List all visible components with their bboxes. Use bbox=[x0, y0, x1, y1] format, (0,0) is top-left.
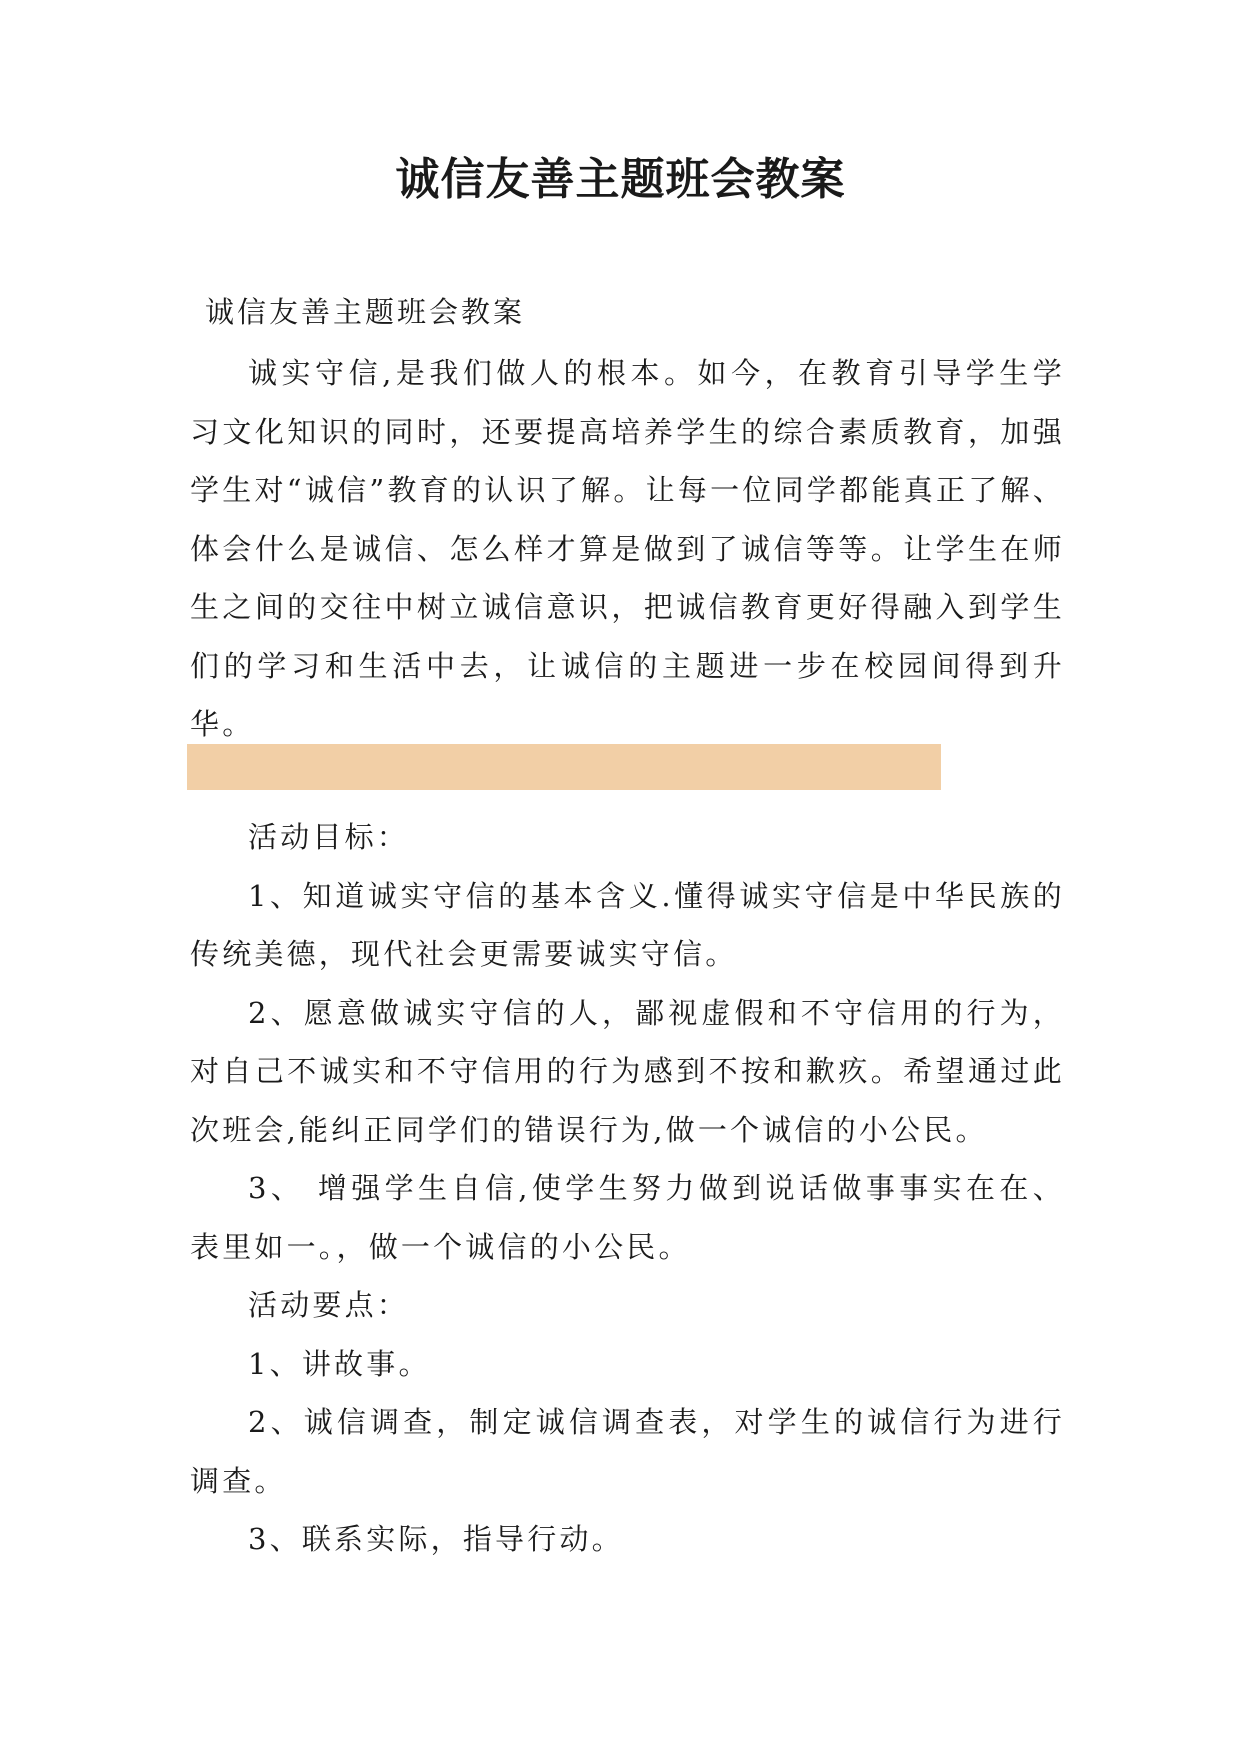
activity-section bbox=[190, 808, 1065, 1569]
intro-section bbox=[190, 344, 1065, 754]
points-heading: 活动要点： bbox=[248, 1288, 410, 1322]
goal-item-3: 3、 增强学生自信,使学生努力做到说话做事事实在在、表里如一。，做一个诚信的小公民。 bbox=[190, 1171, 1065, 1264]
goals-heading: 活动目标： bbox=[248, 820, 410, 854]
point-item-3: 3、联系实际，指导行动。 bbox=[248, 1522, 624, 1556]
document-subtitle: 诚信友善主题班会教案 bbox=[205, 295, 526, 329]
intro-paragraph: 诚实守信,是我们做人的根本。如今，在教育引导学生学习文化知识的同时，还要提高培养学生的综合素质教育，加强学生对“诚信”教育的认识了解。让每一位同学都能真正了解、体会什么是诚信、怎么样才算是做到了诚信等等。让学生在师生之间的交往中树立诚信意识，把诚信教育更好得融入到学生们的学习和生活中去，让诚信的主题进一步在校园间得到升华。 bbox=[190, 356, 1065, 741]
goal-item-1: 1、知道诚实守信的基本含义.懂得诚实守信是中华民族的传统美德，现代社会更需要诚实守信。 bbox=[190, 878, 1065, 971]
point-item-2: 2、诚信调查，制定诚信调查表，对学生的诚信行为进行调查。 bbox=[190, 1405, 1065, 1498]
goal-item-2: 2、愿意做诚实守信的人，鄙视虚假和不守信用的行为，对自己不诚实和不守信用的行为感到不按和歉疚。希望通过此次班会,能纠正同学们的错误行为,做一个诚信的小公民。 bbox=[190, 995, 1065, 1147]
highlight-bar bbox=[187, 744, 941, 790]
document-title: 诚信友善主题班会教案 bbox=[395, 154, 846, 205]
point-item-1: 1、讲故事。 bbox=[248, 1346, 431, 1381]
